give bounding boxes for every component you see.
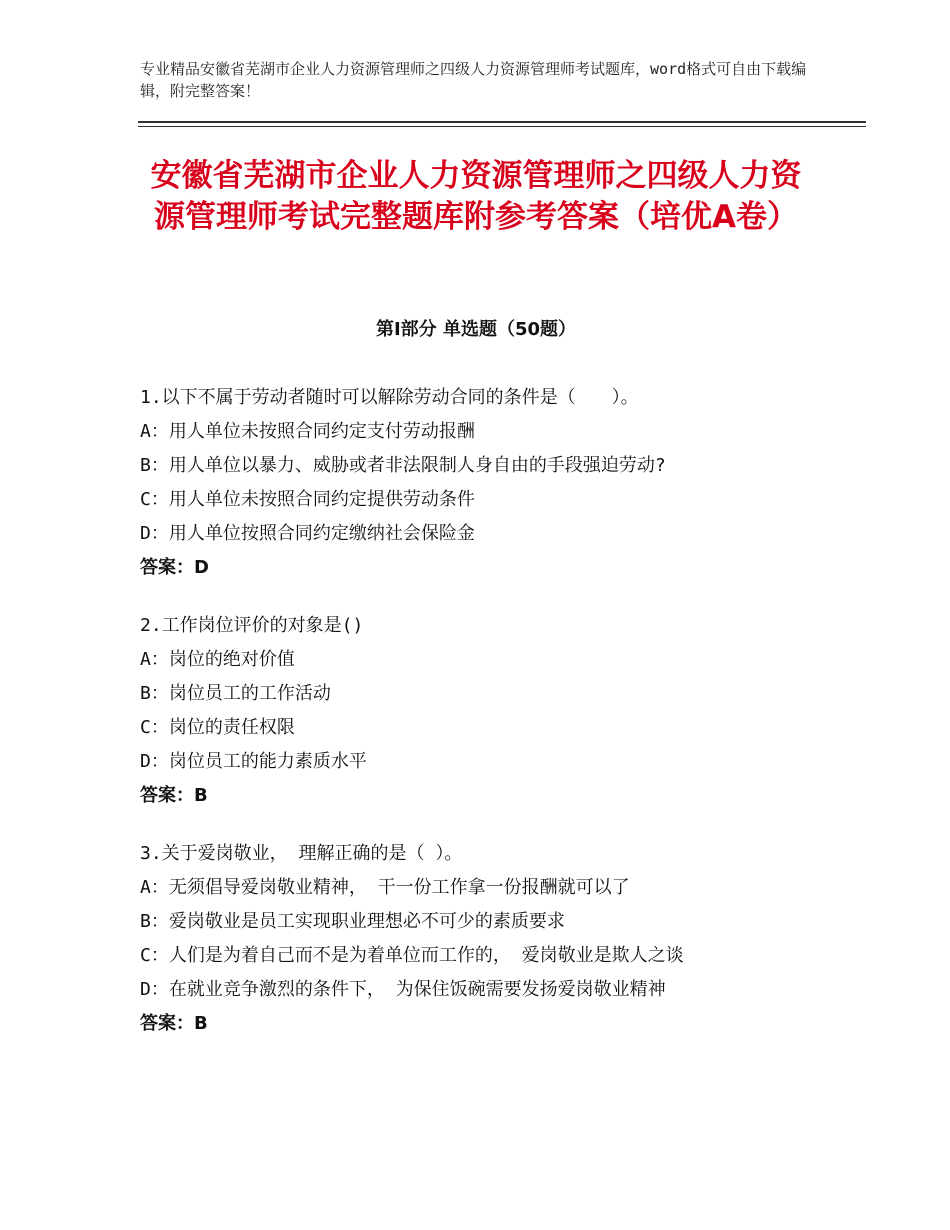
question-stem: 2.工作岗位评价的对象是() (140, 615, 364, 636)
question-list (140, 381, 840, 1065)
option-a: A：岗位的绝对价值 (140, 649, 295, 670)
header-divider-thin (138, 126, 866, 127)
document-title: 安徽省芜湖市企业人力资源管理师之四级人力资源管理师考试完整题库附参考答案（培优A卷） (150, 158, 802, 235)
header-note: 专业精品安徽省芜湖市企业人力资源管理师之四级人力资源管理师考试题库，word格式可自由下载编辑，附完整答案！ (140, 60, 807, 100)
answer: 答案：B (140, 785, 208, 806)
answer: 答案：B (140, 1013, 208, 1034)
option-c: C：人们是为着自己而不是为着单位而工作的， 爱岗敬业是欺人之谈 (140, 945, 684, 966)
option-d: D：岗位员工的能力素质水平 (140, 751, 367, 772)
question-stem: 3.关于爱岗敬业， 理解正确的是（ ）。 (140, 843, 463, 864)
question-3 (140, 837, 840, 1041)
option-b: B：用人单位以暴力、威胁或者非法限制人身自由的手段强迫劳动? (140, 455, 666, 476)
option-c: C：岗位的责任权限 (140, 717, 295, 738)
option-c: C：用人单位未按照合同约定提供劳动条件 (140, 489, 475, 510)
answer: 答案：D (140, 557, 209, 578)
question-1 (140, 381, 840, 585)
section-title: 第Ⅰ部分 单选题（50题） (375, 319, 576, 340)
option-b: B：岗位员工的工作活动 (140, 683, 331, 704)
option-a: A：用人单位未按照合同约定支付劳动报酬 (140, 421, 475, 442)
option-d: D：用人单位按照合同约定缴纳社会保险金 (140, 523, 475, 544)
option-d: D：在就业竞争激烈的条件下， 为保住饭碗需要发扬爱岗敬业精神 (140, 979, 666, 1000)
header-divider-thick (138, 121, 866, 123)
option-b: B：爱岗敬业是员工实现职业理想必不可少的素质要求 (140, 911, 565, 932)
question-stem: 1.以下不属于劳动者随时可以解除劳动合同的条件是（ ）。 (140, 387, 639, 408)
option-a: A：无须倡导爱岗敬业精神， 干一份工作拿一份报酬就可以了 (140, 877, 630, 898)
question-2 (140, 609, 840, 813)
